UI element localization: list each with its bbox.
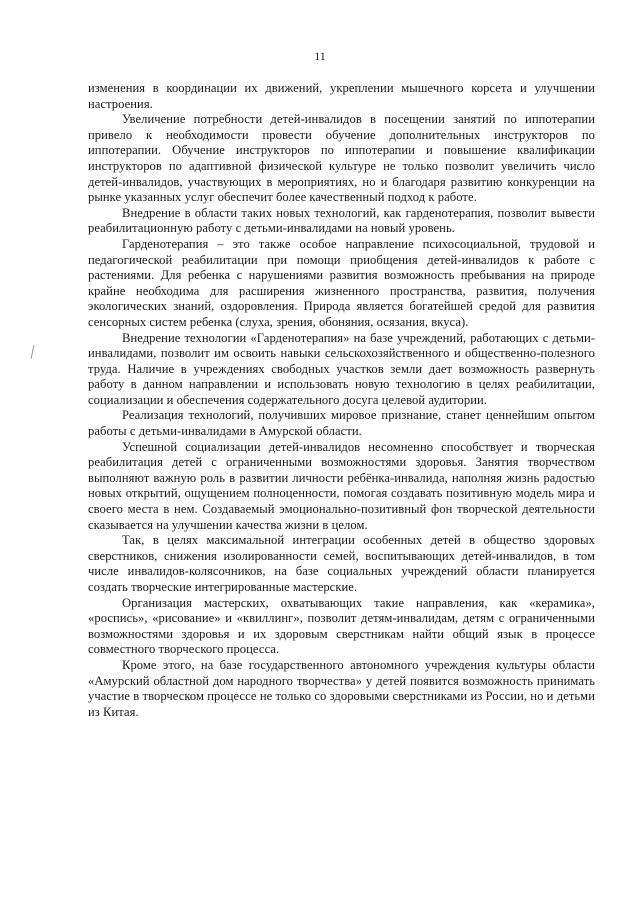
- paragraph: Увеличение потребности детей-инвалидов в посещении занятий по иппотерапии привело к необходимости провести обучение дополнительных инструкторов по иппотерапии. Обучение инструкторов по иппотерапии и повышение квалификации инструкторов по адаптивной физической культуре не только позволит увеличить число детей-инвалидов, участвующих в мероприятиях, но и благодаря развитию конкуренции на рынке указанных услуг обеспечит более качественный подход к работе.: [88, 112, 595, 205]
- paragraph: Реализация технологий, получивших мировое признание, станет ценнейшим опытом работы с детьми-инвалидами в Амурской области.: [88, 408, 595, 439]
- margin-mark: [31, 345, 35, 359]
- paragraph: Кроме этого, на базе государственного автономного учреждения культуры области «Амурский областной дом народного творчества» у детей появится возможность принимать участие в творческом процессе не только со здоровыми сверстниками из России, но и детьми из Китая.: [88, 657, 595, 719]
- paragraph: Внедрение технологии «Гарденотерапия» на базе учреждений, работающих с детьми-инвалидами, позволит им освоить навыки сельскохозяйственного и общественно-полезного труда. Наличие в учреждениях свободных участков земли дает возможность развернуть работу в данном направлении и использовать новую технологию в целях реабилитации, социализации и обеспечения содержательного досуга целевой аудитории.: [88, 330, 595, 407]
- paragraph: Организация мастерских, охватывающих такие направления, как «керамика», «роспись», «рисование» и «квиллинг», позволит детям-инвалидам, детям с ограниченными возможностями здоровья и их здоровым сверстникам найти общий язык в процессе совместного творческого процесса.: [88, 595, 595, 657]
- page-number: 11: [314, 49, 326, 63]
- paragraph: Успешной социализации детей-инвалидов несомненно способствует и творческая реабилитация детей с ограниченными возможностями здоровья. Занятия творчеством выполняют важную роль в развитии личности ребёнка-инвалида, наполняя жизнь радостью новых открытий, ощущением полноценности, помогая создавать позитивную модель мира и своего места в нем. Создаваемый эмоционально-позитивный фон творческой деятельности сказывается на улучшении качества жизни в целом.: [88, 439, 595, 532]
- document-body: [88, 81, 595, 720]
- paragraph: Так, в целях максимальной интеграции особенных детей в общество здоровых сверстников, снижения изолированности семей, воспитывающих детей-инвалидов, в том числе инвалидов-колясочников, на базе социальных учреждений области планируется создать творческие интегрированные мастерские.: [88, 533, 595, 594]
- paragraph: Внедрение в области таких новых технологий, как гарденотерапия, позволит вывести реабилитационную работу с детьми-инвалидами на новый уровень.: [88, 205, 595, 236]
- paragraph: Гарденотерапия – это также особое направление психосоциальной, трудовой и педагогической реабилитации при помощи приобщения детей-инвалидов к работе с растениями. Для ребенка с нарушениями развития возможность пребывания на природе крайне необходима для расширения жизненного пространства, развития, получения экологических знаний, оздоровления. Природа является богатейшей средой для развития сенсорных систем ребенка (слуха, зрения, обоняния, осязания, вкуса).: [88, 236, 595, 329]
- paragraph: изменения в координации их движений, укреплении мышечного корсета и улучшении настроения.: [88, 81, 595, 111]
